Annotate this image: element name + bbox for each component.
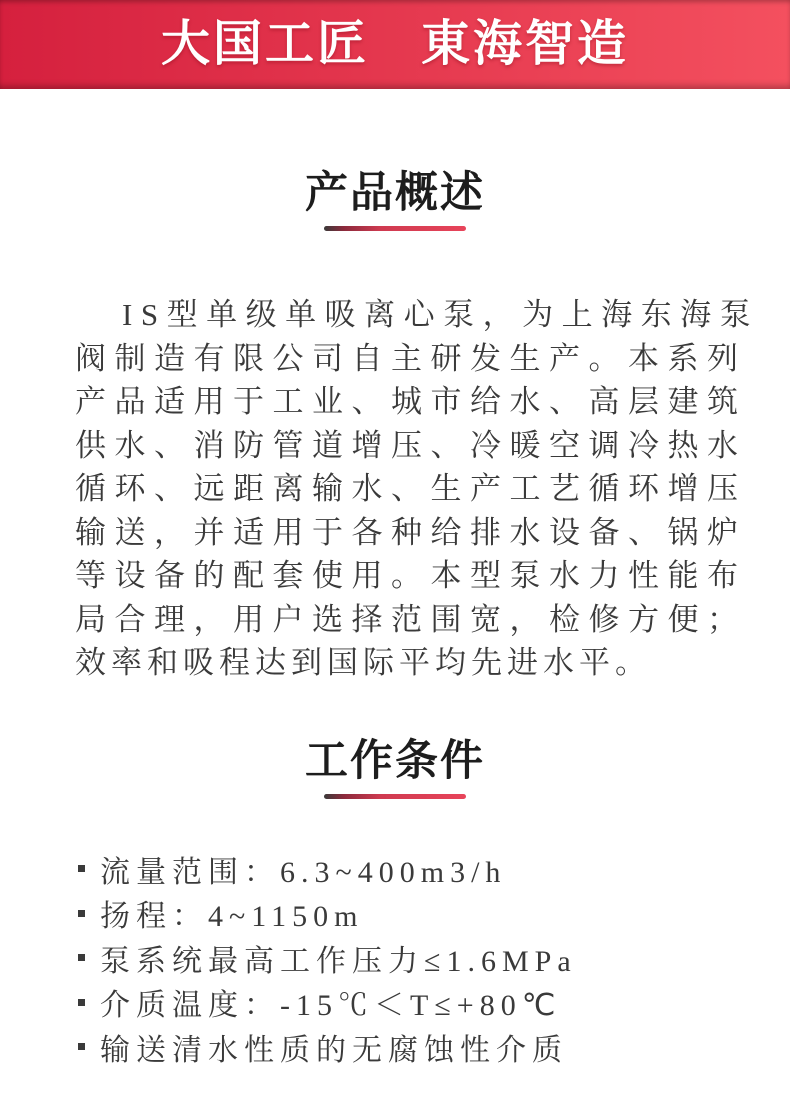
bullet-dot-icon: [78, 1043, 85, 1050]
overview-section: [0, 168, 790, 685]
overview-paragraph-line: 局合理，用户选择范围宽，检修方便；: [75, 601, 747, 637]
overview-paragraph-line: IS型单级单吸离心泵，为上海东海泵: [122, 297, 760, 332]
bullet-dot-icon: [78, 865, 85, 872]
list-item: [78, 847, 790, 892]
spec-text: 流量范围：6.3~400m3/h: [100, 855, 507, 889]
conditions-section-header: [0, 736, 790, 799]
spec-text: 输送清水性质的无腐蚀性介质: [100, 1033, 568, 1067]
overview-paragraph-line: 效率和吸程达到国际平均先进水平。: [75, 645, 651, 680]
conditions-section: [0, 736, 790, 1070]
title-underline: [324, 794, 466, 799]
overview-paragraph-line: 阀制造有限公司自主研发生产。本系列: [75, 340, 747, 376]
banner: [0, 0, 790, 89]
bullet-dot-icon: [78, 999, 85, 1006]
overview-paragraph-line: 供水、消防管道增压、冷暖空调冷热水: [75, 427, 747, 463]
title-underline: [324, 226, 466, 231]
banner-title: 大国工匠 東海智造: [160, 17, 629, 71]
spec-text: 介质温度：-15℃＜T≤+80℃: [100, 989, 562, 1023]
conditions-section-title: 工作条件: [305, 736, 485, 785]
overview-paragraph-line: 循环、远距离输水、生产工艺循环增压: [75, 471, 747, 506]
bullet-dot-icon: [78, 954, 85, 961]
spec-text: 泵系统最高工作压力≤1.6MPa: [100, 944, 577, 978]
spec-text: 扬程：4~1150m: [100, 900, 364, 934]
list-item: [78, 936, 790, 981]
working-conditions-list: [78, 847, 790, 1070]
bullet-dot-icon: [78, 910, 85, 917]
overview-section-title: 产品概述: [305, 169, 485, 217]
list-item: [78, 980, 790, 1025]
overview-paragraph-line: 产品适用于工业、城市给水、高层建筑: [75, 384, 747, 419]
overview-paragraph-line: 输送，并适用于各种给排水设备、锅炉: [75, 514, 747, 550]
overview-section-header: [0, 168, 790, 231]
list-item: [78, 1025, 790, 1070]
overview-paragraph-line: 等设备的配套使用。本型泵水力性能布: [75, 558, 747, 593]
overview-paragraph: [75, 293, 760, 685]
list-item: [78, 891, 790, 936]
